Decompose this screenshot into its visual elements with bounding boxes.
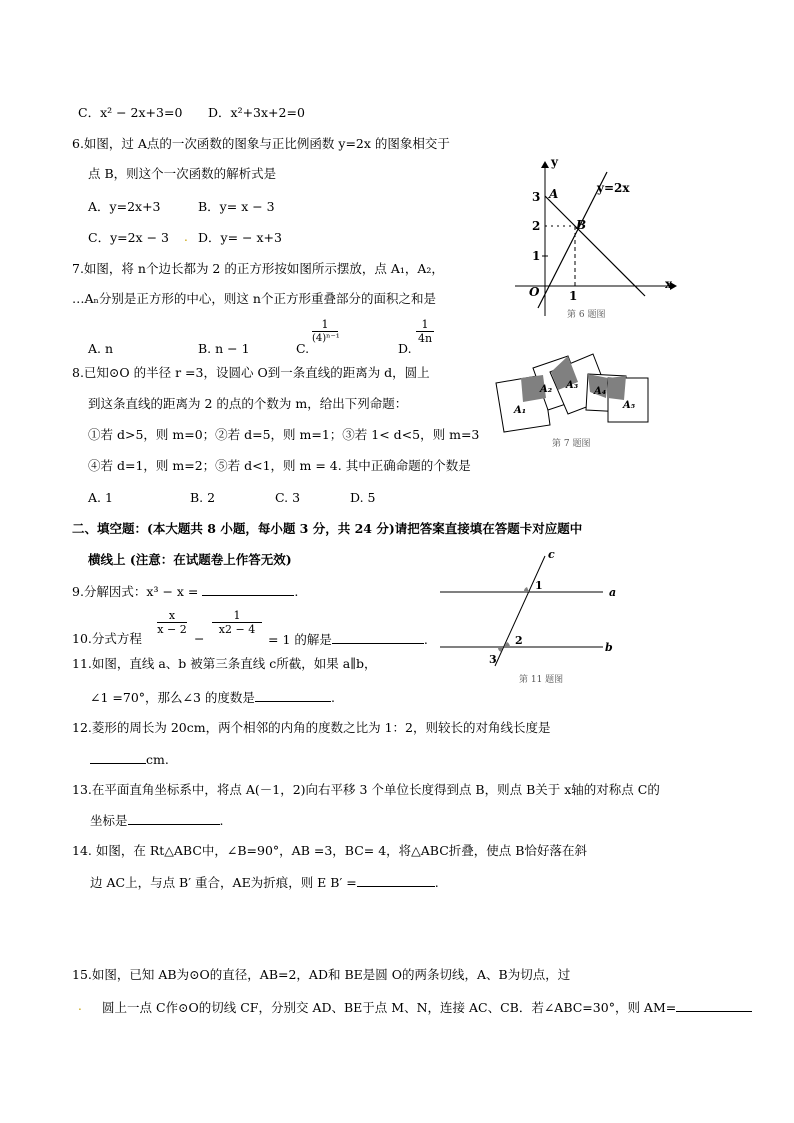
- q6-stem-line1: 6.如图，过 A点的一次函数的图象与正比例函数 y=2x 的图象相交于: [72, 136, 450, 151]
- q11-end: .: [330, 690, 335, 705]
- fraction-numerator: x: [157, 609, 187, 623]
- q7-option-d-fraction: [416, 318, 434, 345]
- q9: [72, 583, 298, 600]
- q7-option-c-label: C.: [296, 341, 310, 356]
- label-angle-2: 2: [515, 634, 523, 647]
- q6-option-a: A．y=2x+3: [88, 199, 161, 214]
- label-a5: A₅: [623, 400, 636, 411]
- q10-minus: −: [194, 631, 205, 646]
- q13-stem-line2: 坐标是: [90, 813, 128, 828]
- q7-figure: [488, 350, 660, 450]
- q9-text: 9.分解因式：x³ − x =: [72, 584, 203, 599]
- q15-stem-line2-wrap: [102, 999, 752, 1016]
- label-b: b: [605, 641, 613, 654]
- fraction-denominator: x − 2: [157, 623, 187, 636]
- q6-figure: [505, 158, 685, 318]
- q14-end: .: [434, 875, 439, 890]
- q12-end: cm.: [146, 752, 169, 767]
- label-angle-3: 3: [489, 653, 497, 666]
- q14-stem-line2-wrap: [90, 874, 439, 891]
- q8-option-b: B. 2: [190, 490, 216, 505]
- q13-answer-blank[interactable]: [128, 812, 220, 825]
- point-a-label: A: [549, 187, 559, 201]
- q7-option-d-label: D.: [398, 341, 412, 356]
- q8-stem-line2: 到这条直线的距离为 2 的点的个数为 m，给出下列命题：: [88, 396, 408, 411]
- q6-option-b: B．y= x − 3: [198, 199, 275, 214]
- q10-suffix-line: [268, 631, 428, 648]
- q7-option-a: A. n: [88, 341, 114, 356]
- fraction-numerator: 1: [212, 609, 262, 623]
- label-a3: A₃: [566, 380, 579, 391]
- q8-option-c: C. 3: [275, 490, 301, 505]
- q14-stem-line2: 边 AC上，与点 B′ 重合，AE为折痕，则 E B′ =: [90, 875, 357, 890]
- figure-caption: 第 6 题图: [567, 310, 606, 318]
- fraction-denominator: x2 − 4: [218, 623, 256, 636]
- section2-title: 二、填空题：(本大题共 8 小题，每小题 3 分，共 24 分)请把答案直接填在答题卡对应题中: [72, 521, 583, 536]
- q12-answer-line: [90, 751, 169, 768]
- q8-option-d: D. 5: [350, 490, 376, 505]
- label-c: c: [548, 548, 555, 561]
- q7-stem-line2: …Aₙ分别是正方形的中心，则这 n个正方形重叠部分的面积之和是: [72, 291, 436, 306]
- label-a4: A₄: [594, 386, 607, 397]
- q8-line3: ①若 d>5，则 m=0；②若 d=5，则 m=1；③若 1< d<5，则 m=3: [88, 427, 480, 442]
- figure-caption: 第 7 题图: [552, 439, 591, 449]
- q10-prefix: 10.分式方程: [72, 631, 142, 646]
- q9-answer-blank[interactable]: [202, 583, 294, 596]
- q12-stem: 12.菱形的周长为 20cm，两个相邻的内角的度数之比为 1：2，则较长的对角线长度是: [72, 720, 551, 735]
- label-a1: A₁: [514, 405, 527, 416]
- line-label: y=2x: [597, 181, 630, 195]
- q11-figure: [435, 548, 625, 686]
- q11-stem-line1: 11.如图，直线 a、b 被第三条直线 c所截，如果 a∥b，: [72, 656, 377, 671]
- q10-fraction-2: [212, 609, 262, 636]
- figure-caption: 第 11 题图: [519, 675, 564, 685]
- q7-stem-line1: 7.如图，将 n个边长都为 2 的正方形按如图所示摆放，点 A₁，A₂，: [72, 261, 444, 276]
- q14-answer-blank[interactable]: [357, 874, 435, 887]
- q8-stem-line1: 8.已知⊙O 的半径 r =3，设圆心 O到一条直线的距离为 d，圆上: [72, 365, 430, 380]
- y-tick-2: 2: [532, 219, 541, 233]
- label-angle-1: 1: [535, 579, 543, 592]
- q11-answer-blank[interactable]: [255, 689, 331, 702]
- label-a: a: [609, 586, 617, 599]
- x-tick-1: 1: [569, 289, 578, 303]
- q13-stem-line1: 13.在平面直角坐标系中，将点 A(－1，2)向右平移 3 个单位长度得到点 B，则点 B关于 x轴的对称点 C的: [72, 782, 660, 797]
- q10-fraction-1: [157, 609, 187, 636]
- label-a2: A₂: [540, 384, 553, 395]
- q5-option-d: D．x²+3x+2=0: [208, 105, 305, 120]
- overlap-4: [608, 376, 626, 400]
- fraction-numerator: 1: [312, 318, 338, 332]
- q7-option-c-fraction: [312, 318, 338, 345]
- origin-label: O: [529, 285, 540, 299]
- q6-stem-line2: 点 B，则这个一次函数的解析式是: [88, 166, 277, 181]
- x-axis-label: x: [665, 277, 673, 291]
- decorative-dot: .: [78, 999, 82, 1013]
- line-c: [495, 556, 545, 666]
- line-through-a-b: [545, 196, 645, 296]
- q15-stem-line2: 圆上一点 C作⊙O的切线 CF，分别交 AD、BE于点 M、N，连接 AC、CB．若∠ABC=30°，则 AM=: [102, 1000, 677, 1015]
- q9-end: .: [294, 584, 299, 599]
- q12-answer-blank[interactable]: [90, 751, 146, 764]
- fraction-denominator: 4n: [417, 332, 433, 345]
- q8-line4: ④若 d=1，则 m=2；⑤若 d<1，则 m = 4. 其中正确命题的个数是: [88, 458, 471, 473]
- q15-answer-blank[interactable]: [676, 999, 752, 1012]
- decorative-dot: .: [184, 230, 188, 244]
- q14-stem-line1: 14. 如图，在 Rt△ABC中，∠B=90°，AB =3，BC= 4，将△ABC折叠，使点 B恰好落在斜: [72, 843, 587, 858]
- q10-suffix: = 1 的解是: [268, 632, 332, 647]
- fraction-denominator: (4)ⁿ⁻¹: [312, 333, 340, 344]
- q10-end: .: [423, 632, 428, 647]
- q6-option-d: D．y= − x+3: [198, 230, 282, 245]
- y-tick-1-label: 1: [532, 249, 541, 263]
- q5-option-c: C．x² − 2x+3=0: [78, 105, 183, 120]
- y-tick-3: 3: [532, 190, 541, 204]
- y-axis-arrow: [541, 161, 549, 168]
- fraction-numerator: 1: [416, 318, 434, 332]
- q15-stem-line1: 15.如图，已知 AB为⊙O的直径，AB=2，AD和 BE是圆 O的两条切线，A、B为切点，过: [72, 967, 571, 982]
- point-b-label: B: [576, 218, 587, 232]
- y-axis-label: y: [551, 158, 558, 169]
- q7-option-b: B. n − 1: [198, 341, 250, 356]
- section2-title-line2: 横线上 (注意：在试题卷上作答无效): [88, 552, 292, 567]
- q6-option-c: C．y=2x − 3: [88, 230, 169, 245]
- q11-stem-line2-wrap: [90, 689, 335, 706]
- q13-end: .: [219, 813, 224, 828]
- q8-option-a: A. 1: [88, 490, 113, 505]
- q13-stem-line2-wrap: [90, 812, 224, 829]
- angle-1-mark: [524, 587, 529, 592]
- q10-answer-blank[interactable]: [332, 631, 424, 644]
- q11-stem-line2: ∠1 =70°，那么∠3 的度数是: [90, 690, 255, 705]
